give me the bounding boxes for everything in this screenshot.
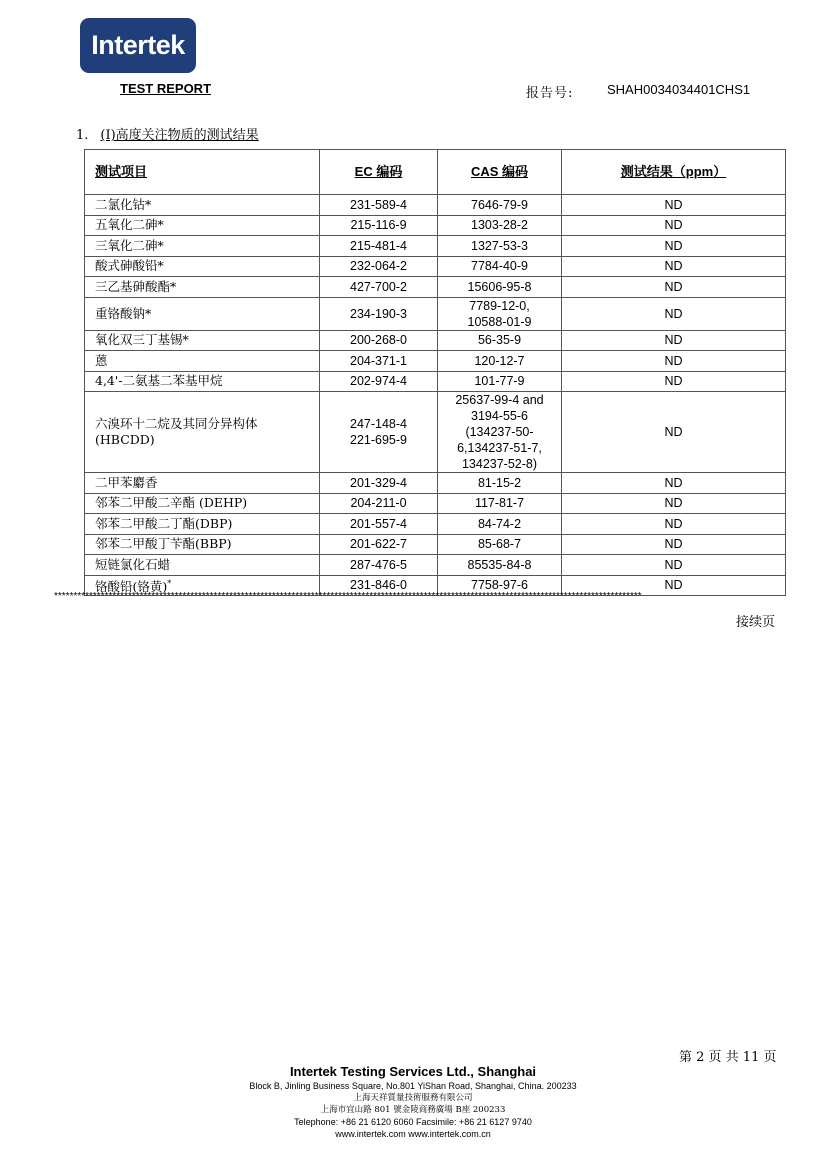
ec-number [320, 473, 438, 494]
footer [0, 1064, 826, 1140]
section-number: 1. [76, 128, 89, 143]
test-result-text: ND [664, 496, 683, 511]
table-row [85, 371, 786, 392]
substance-name-text: 二甲苯麝香 [95, 474, 158, 490]
table-row [85, 215, 786, 236]
test-result [562, 473, 786, 494]
table-row [85, 493, 786, 514]
substance-name-text: 重铬酸钠* [95, 305, 152, 321]
cas-number [438, 493, 562, 514]
footnote-mark: * [167, 578, 172, 588]
test-result-text: ND [664, 279, 683, 294]
ec-number-text: 202-974-4 [350, 374, 407, 389]
ec-number [320, 514, 438, 535]
ec-number [320, 330, 438, 351]
page-indicator: 第 2 页 共 11 页 [679, 1050, 777, 1065]
cas-number [438, 277, 562, 298]
test-result-text: ND [664, 374, 683, 389]
cas-number-text: 101-77-9 [474, 374, 525, 389]
header-result: 测试结果（ppm） [562, 150, 786, 195]
cas-number [438, 351, 562, 372]
test-result-text: ND [664, 306, 683, 321]
table-row [85, 473, 786, 494]
header-test-item: 测试项目 [85, 150, 320, 195]
cas-number [438, 514, 562, 535]
test-result-text: ND [664, 333, 683, 348]
substance-name-text: 氧化双三丁基锡* [95, 332, 189, 348]
end-separator: ******************************************************************************************************************************************************* [54, 591, 642, 602]
ec-number-text: 204-211-0 [350, 496, 407, 511]
cas-number-text: 56-35-9 [477, 333, 522, 348]
ec-number [320, 493, 438, 514]
test-result-text: ND [664, 557, 683, 572]
substance-name [85, 371, 320, 392]
cas-number-text: 7758-97-6 [471, 578, 528, 593]
footer-phone: Telephone: +86 21 6120 6060 Facsimile: +86 21 6127 9740 [294, 1117, 532, 1127]
intertek-logo [80, 18, 196, 73]
ec-number-text: 232-064-2 [350, 259, 407, 274]
substance-name [85, 297, 320, 330]
test-result-text: ND [664, 259, 683, 274]
substance-name [85, 277, 320, 298]
ec-number-text: 287-476-5 [350, 557, 407, 572]
ec-number-text: 204-371-1 [350, 353, 407, 368]
report-number: SHAH0034034401CHS1 [607, 82, 751, 97]
cas-number [438, 555, 562, 576]
cas-number-text: 85535-84-8 [467, 557, 532, 572]
cas-number-text: 84-74-2 [477, 516, 522, 531]
ec-number-text: 201-329-4 [350, 475, 407, 490]
test-result [562, 555, 786, 576]
test-result-text: ND [664, 425, 683, 439]
ec-number-text: 200-268-0 [350, 333, 407, 348]
substance-name-text: 邻苯二甲酸二辛酯 (DEHP) [95, 495, 248, 511]
cas-number [438, 371, 562, 392]
table-body [85, 195, 786, 596]
ec-number-text: 231-846-0 [350, 578, 407, 593]
ec-number-text: 247-148-4 221-695-9 [350, 417, 407, 447]
test-result [562, 297, 786, 330]
footer-company: Intertek Testing Services Ltd., Shanghai [289, 1064, 537, 1079]
cas-number-text: 25637-99-4 and 3194-55-6 (134237-50- 6,134237-51-7, 134237-52-8) [455, 393, 544, 471]
footer-address-cn: 上海市宜山路 801 號金陵商務廣場 B座 200233 [320, 1105, 506, 1115]
substance-name-text: 蒽 [95, 352, 108, 368]
substance-name [85, 473, 320, 494]
test-result [562, 277, 786, 298]
cas-number [438, 534, 562, 555]
cas-number [438, 256, 562, 277]
results-table [84, 149, 786, 596]
section-heading [76, 124, 259, 143]
substance-name-text: 邻苯二甲酸丁苄酯(BBP) [95, 536, 232, 552]
test-result-text: ND [664, 578, 683, 593]
test-result-text: ND [664, 218, 683, 233]
cas-number-text: 1327-53-3 [471, 238, 528, 253]
substance-name-text: 铬酸铅(铬黄) [95, 578, 168, 594]
table-row [85, 330, 786, 351]
substance-name-text: 三氧化二砷* [95, 237, 164, 253]
substance-name-text: 二氯化钴* [95, 196, 152, 212]
table-row [85, 514, 786, 535]
test-result [562, 534, 786, 555]
test-result [562, 351, 786, 372]
continued-label: 接续页 [736, 615, 776, 630]
cas-number [438, 195, 562, 216]
substance-name [85, 555, 320, 576]
footer-company-cn: 上海天祥質量技術服務有限公司 [353, 1093, 473, 1103]
test-result [562, 371, 786, 392]
test-result [562, 330, 786, 351]
footer-web: www.intertek.com www.intertek.com.cn [335, 1129, 491, 1139]
test-result-text: ND [664, 475, 683, 490]
test-result [562, 236, 786, 257]
substance-name-text: 三乙基砷酸酯* [95, 278, 177, 294]
table-row [85, 256, 786, 277]
cas-number [438, 392, 562, 473]
section-title: (Ⅰ)高度关注物质的测试结果 [100, 128, 259, 143]
report-title: TEST REPORT [120, 81, 212, 96]
ec-number [320, 195, 438, 216]
header-cas-number: CAS 编码 [438, 150, 562, 195]
cas-number [438, 236, 562, 257]
cas-number-text: 81-15-2 [477, 475, 522, 490]
ec-number [320, 277, 438, 298]
table-row [85, 392, 786, 473]
table-row [85, 555, 786, 576]
ec-number [320, 555, 438, 576]
ec-number [320, 534, 438, 555]
cas-number-text: 7789-12-0, 10588-01-9 [467, 298, 532, 329]
cas-number-text: 85-68-7 [477, 537, 522, 552]
test-result [562, 256, 786, 277]
substance-name [85, 330, 320, 351]
ec-number-text: 201-557-4 [350, 516, 407, 531]
footer-address-en: Block B, Jinling Business Square, No.801 YiShan Road, Shanghai, China. 200233 [249, 1081, 577, 1091]
test-result [562, 514, 786, 535]
header-ec-number: EC 编码 [320, 150, 438, 195]
test-result [562, 392, 786, 473]
substance-name-text: 五氧化二砷* [95, 217, 164, 233]
substance-name-text: 六溴环十二烷及其同分异构体 (HBCDD) [95, 416, 258, 447]
substance-name [85, 351, 320, 372]
ec-number [320, 351, 438, 372]
substance-name-text: 短链氯化石蜡 [95, 556, 171, 572]
cas-number-text: 7646-79-9 [471, 197, 528, 212]
table-row [85, 277, 786, 298]
ec-number [320, 392, 438, 473]
cas-number [438, 330, 562, 351]
ec-number-text: 201-622-7 [350, 537, 407, 552]
substance-name [85, 514, 320, 535]
ec-number [320, 371, 438, 392]
ec-number [320, 256, 438, 277]
cas-number-text: 1303-28-2 [471, 218, 528, 233]
ec-number [320, 236, 438, 257]
test-result-text: ND [664, 238, 683, 253]
substance-name [85, 195, 320, 216]
cas-number-text: 117-81-7 [474, 496, 525, 511]
substance-name-text: 4,4'-二氨基二苯基甲烷 [95, 373, 223, 389]
test-result [562, 195, 786, 216]
table-row [85, 236, 786, 257]
ec-number-text: 215-116-9 [350, 218, 407, 233]
cas-number-text: 120-12-7 [474, 353, 525, 368]
logo-text: Intertek [91, 30, 185, 60]
test-result [562, 215, 786, 236]
substance-name [85, 215, 320, 236]
cas-number-text: 7784-40-9 [471, 259, 528, 274]
ec-number [320, 215, 438, 236]
test-result [562, 493, 786, 514]
ec-number-text: 234-190-3 [350, 306, 407, 321]
table-header-row [85, 150, 786, 195]
report-number-label: 报告号: [526, 86, 574, 101]
cas-number [438, 473, 562, 494]
test-result-text: ND [664, 537, 683, 552]
ec-number-text: 215-481-4 [350, 238, 407, 253]
cas-number [438, 297, 562, 330]
substance-name [85, 493, 320, 514]
table-row [85, 297, 786, 330]
substance-name-text: 邻苯二甲酸二丁酯(DBP) [95, 515, 233, 531]
substance-name [85, 236, 320, 257]
ec-number [320, 297, 438, 330]
table-row [85, 534, 786, 555]
test-result-text: ND [664, 197, 683, 212]
table-row [85, 351, 786, 372]
substance-name-text: 酸式砷酸铅* [95, 258, 164, 274]
ec-number-text: 427-700-2 [350, 279, 407, 294]
ec-number-text: 231-589-4 [350, 197, 407, 212]
test-result-text: ND [664, 353, 683, 368]
substance-name [85, 534, 320, 555]
test-result-text: ND [664, 516, 683, 531]
cas-number [438, 215, 562, 236]
substance-name [85, 256, 320, 277]
cas-number-text: 15606-95-8 [467, 279, 532, 294]
table-row [85, 195, 786, 216]
substance-name [85, 392, 320, 473]
